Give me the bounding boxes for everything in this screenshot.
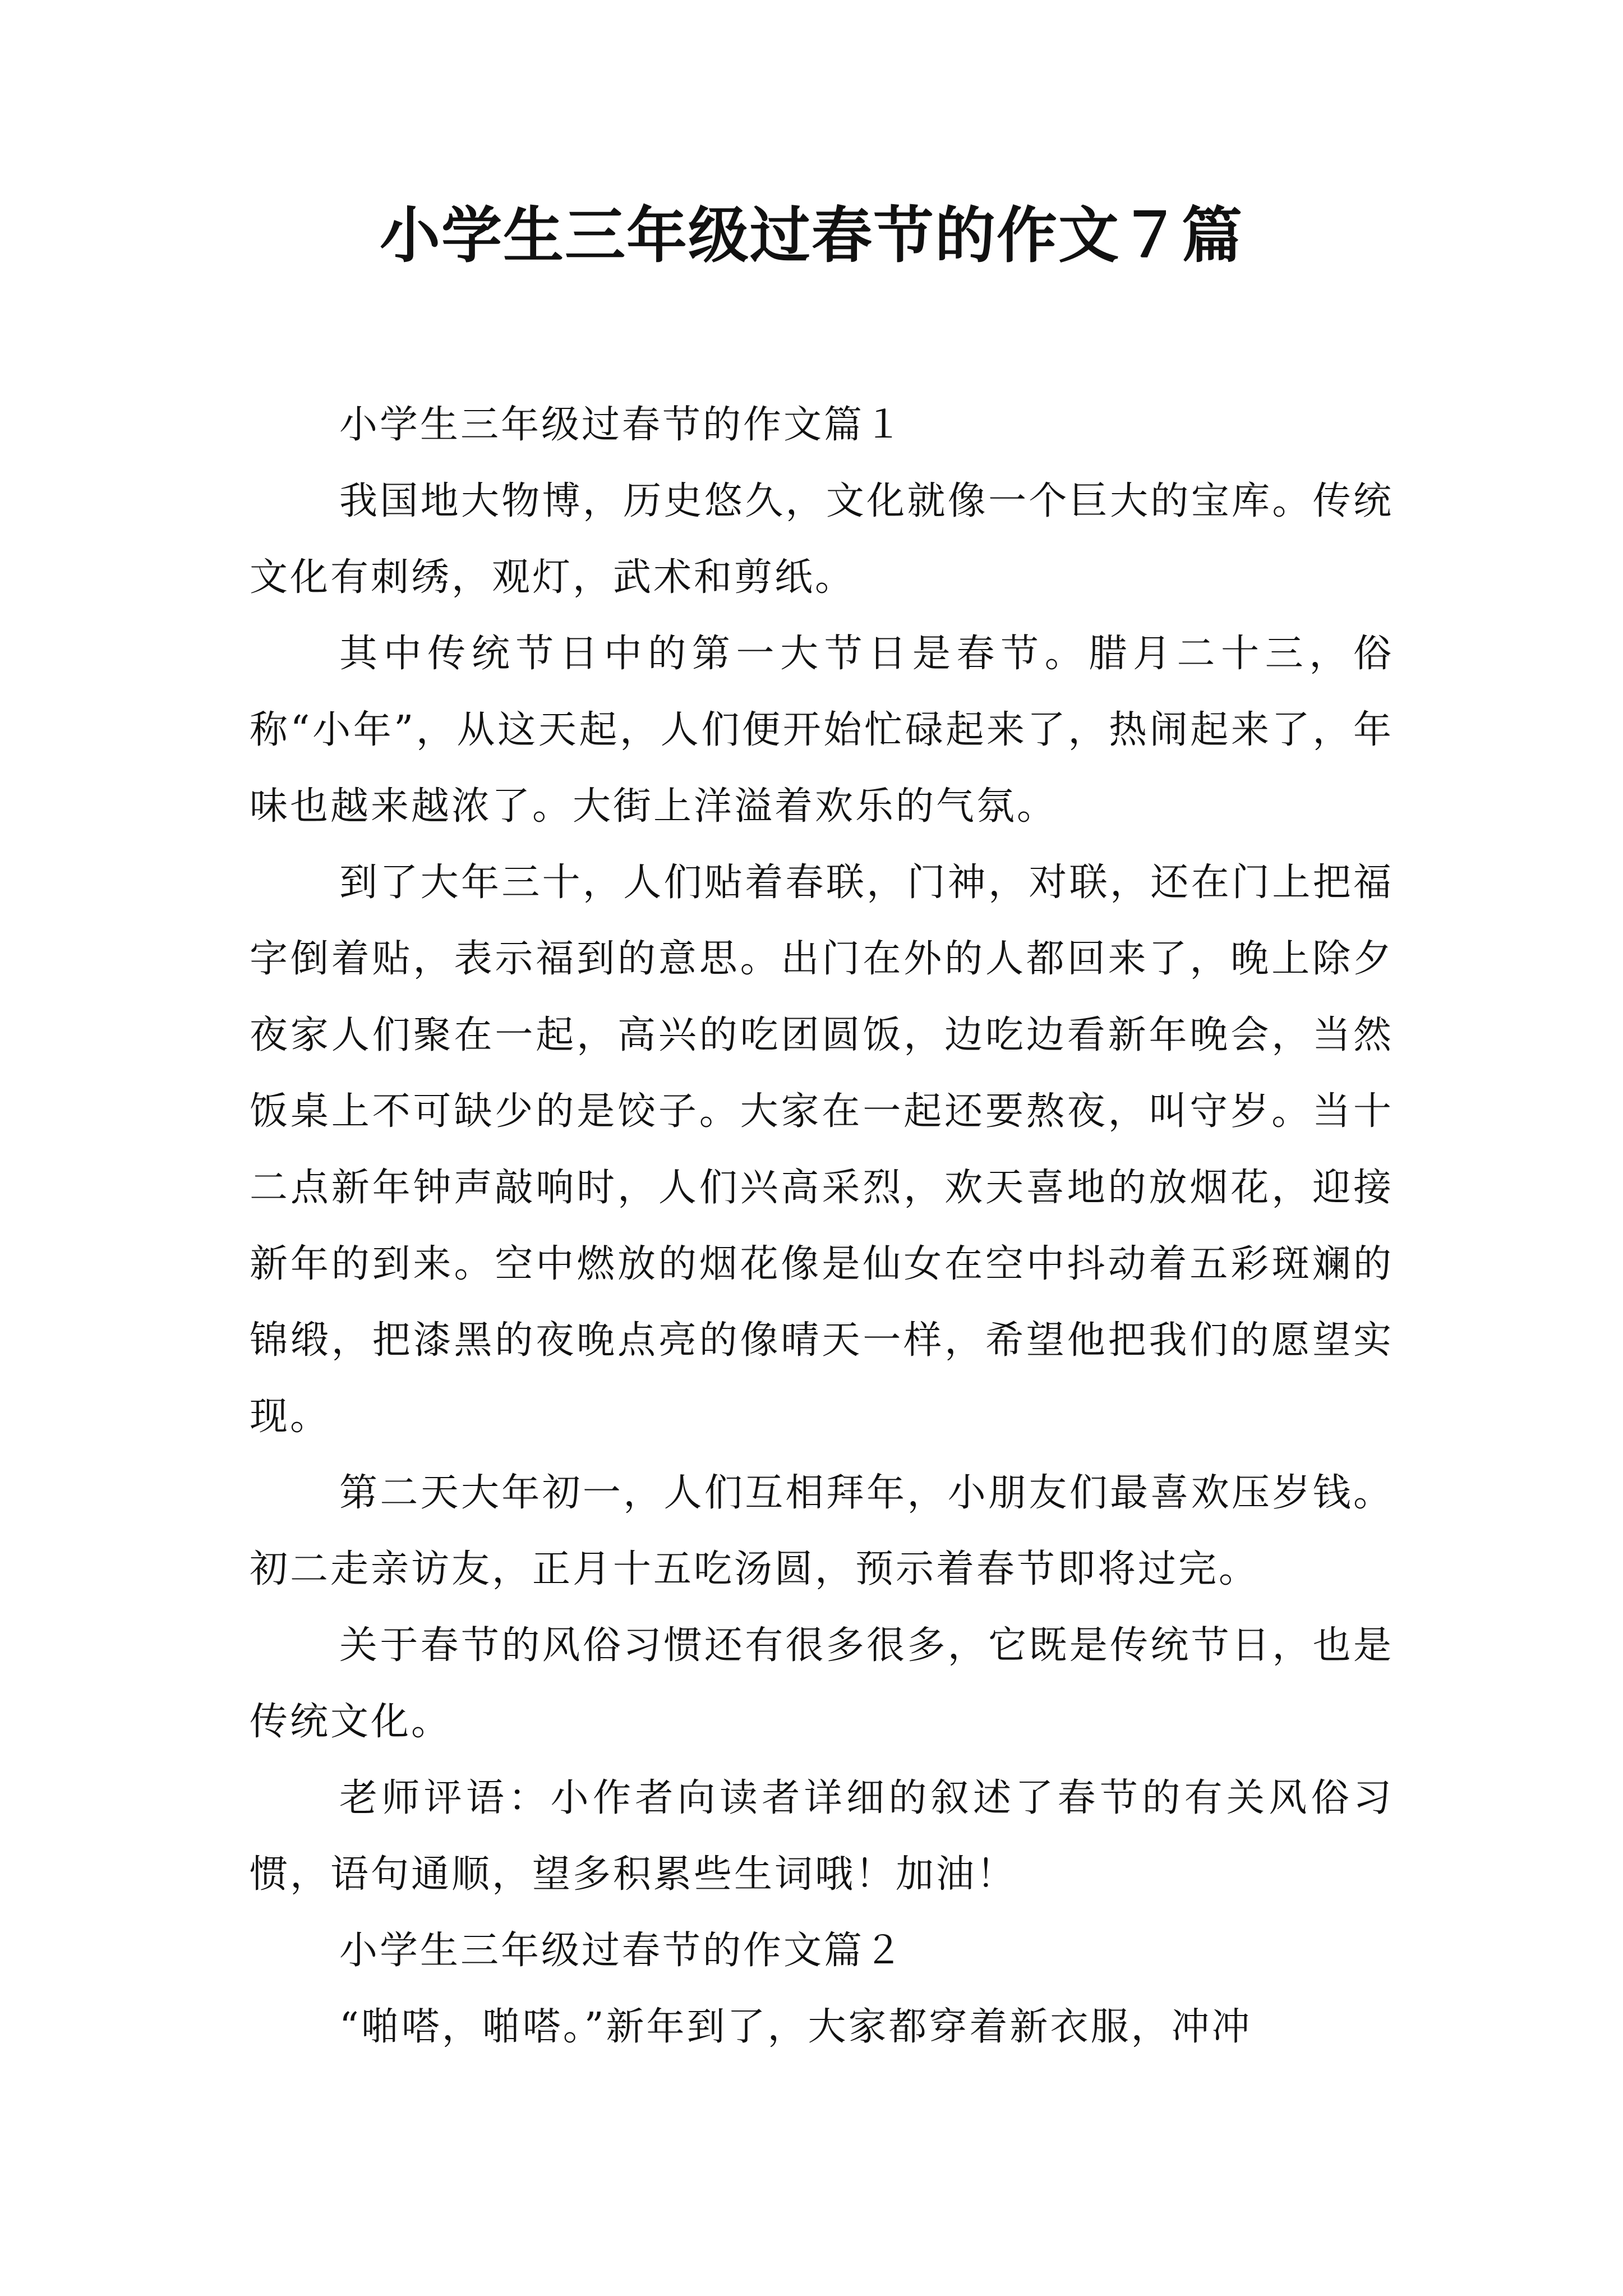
paragraph: 关于春节的风俗习惯还有很多很多，它既是传统节日，也是传统文化。 bbox=[250, 1623, 1394, 1744]
section-heading: 小学生三年级过春节的作文篇１ bbox=[339, 403, 905, 447]
document-body bbox=[250, 387, 1394, 2065]
section-heading: 小学生三年级过春节的作文篇２ bbox=[339, 1929, 905, 1973]
paragraph: “啪嗒，啪嗒。”新年到了，大家都穿着新衣服，冲冲 bbox=[339, 2005, 1252, 2049]
paragraph: 我国地大物博，历史悠久，文化就像一个巨大的宝库。传统文化有刺绣，观灯，武术和剪纸。 bbox=[250, 479, 1394, 600]
teacher-comment: 老师评语：小作者向读者详细的叙述了春节的有关风俗习惯，语句通顺，望多积累些生词哦！加油！ bbox=[250, 1776, 1394, 1897]
paragraph: 到了大年三十，人们贴着春联，门神，对联，还在门上把福字倒着贴，表示福到的意思。出门在外的人都回来了，晚上除夕夜家人们聚在一起，高兴的吃团圆饭，边吃边看新年晚会，当然饭桌上不可缺少的是饺子。大家在一起还要熬夜，叫守岁。当十二点新年钟声敲响时，人们兴高采烈，欢天喜地的放烟花，迎接新年的到来。空中燃放的烟花像是仙女在空中抖动着五彩斑斓的锦缎，把漆黑的夜晚点亮的像晴天一样，希望他把我们的愿望实现。 bbox=[250, 861, 1394, 1439]
document-title: 小学生三年级过春节的作文７篇 bbox=[379, 200, 1243, 271]
paragraph: 第二天大年初一，人们互相拜年，小朋友们最喜欢压岁钱。初二走亲访友，正月十五吃汤圆，预示着春节即将过完。 bbox=[250, 1471, 1394, 1591]
paragraph: 其中传统节日中的第一大节日是春节。腊月二十三，俗称“小年”，从这天起，人们便开始忙碌起来了，热闹起来了，年味也越来越浓了。大街上洋溢着欢乐的气氛。 bbox=[250, 632, 1394, 829]
